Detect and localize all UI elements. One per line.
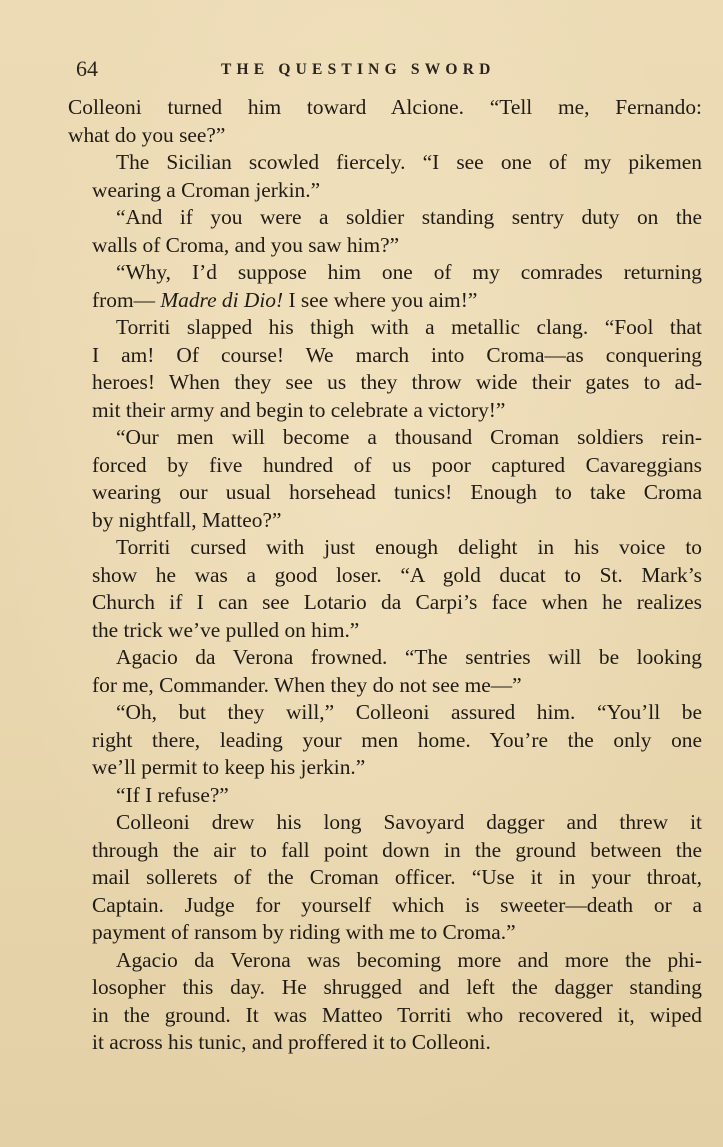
text-line: heroes! When they see us they throw wide their gates to ad- (92, 370, 702, 394)
text-line: Captain. Judge for yourself which is sweeter—death or a (92, 892, 702, 917)
text-line: through the air to fall point down in the ground between the (92, 837, 702, 862)
book-title: THE QUESTING SWORD (221, 61, 496, 78)
text-line: losopher this day. He shrugged and left the dagger standing (92, 975, 702, 999)
paragraph (68, 314, 702, 424)
text-line: Church if I can see Lotario da Carpi’s face when he realizes (92, 590, 702, 614)
body-text (68, 94, 702, 1057)
paragraph (68, 782, 702, 810)
text-fragment: I see where you aim!” (283, 287, 478, 312)
paragraph (68, 534, 702, 644)
text-line: payment of ransom by riding with me to Croma.” (92, 920, 516, 944)
text-line: wearing our usual horsehead tunics! Enough to take Croma (92, 480, 702, 504)
text-line: “And if you were a soldier standing sentry duty on the (116, 205, 702, 229)
text-fragment: from— (92, 287, 161, 312)
paragraph (68, 644, 702, 699)
italic-phrase: Madre di Dio! (160, 287, 284, 312)
text-line: The Sicilian scowled fiercely. “I see one of my pikemen (116, 150, 702, 174)
text-line: wearing a Croman jerkin.” (92, 177, 321, 202)
paragraph (68, 204, 702, 259)
text-line: it across his tunic, and proffered it to Colleoni. (92, 1030, 491, 1054)
text-line: what do you see?” (68, 122, 226, 147)
text-line: Torriti cursed with just enough delight in his voice to (116, 535, 702, 559)
text-line: Agacio da Verona was becoming more and more the phi- (116, 947, 702, 972)
text-line: we’ll permit to keep his jerkin.” (92, 755, 366, 779)
text-line: “Why, I’d suppose him one of my comrades returning (116, 260, 702, 284)
paragraph (68, 424, 702, 534)
text-line: I am! Of course! We march into Croma—as conquering (92, 342, 702, 367)
paragraph (68, 94, 702, 149)
text-line: for me, Commander. When they do not see me—” (92, 672, 522, 697)
text-line: show he was a good loser. “A gold ducat to St. Mark’s (92, 562, 702, 587)
text-line: in the ground. It was Matteo Torriti who recovered it, wiped (92, 1002, 702, 1027)
text-line: Colleoni turned him toward Alcione. “Tell me, Fernando: (68, 95, 702, 119)
text-line: walls of Croma, and you saw him?” (92, 232, 400, 257)
text-line: “If I refuse?” (116, 782, 229, 807)
text-line: “Oh, but they will,” Colleoni assured him. “You’ll be (116, 700, 702, 724)
text-line: Torriti slapped his thigh with a metallic clang. “Fool that (116, 315, 702, 339)
paragraph (68, 259, 702, 314)
text-line: Colleoni drew his long Savoyard dagger and threw it (116, 810, 702, 834)
text-line: forced by five hundred of us poor captured Cavareggians (92, 452, 702, 477)
paragraph (68, 947, 702, 1057)
text-line: the trick we’ve pulled on him.” (92, 617, 360, 642)
text-line (68, 287, 702, 315)
paragraph (68, 699, 702, 782)
paragraph (68, 149, 702, 204)
paragraph (68, 809, 702, 947)
running-head (76, 52, 636, 88)
text-line: mit their army and begin to celebrate a victory!” (92, 397, 506, 422)
page-number: 64 (76, 56, 98, 81)
text-line: Agacio da Verona frowned. “The sentries will be looking (116, 645, 702, 669)
text-line: “Our men will become a thousand Croman soldiers rein- (116, 425, 702, 449)
text-line: right there, leading your men home. You’re the only one (92, 727, 702, 752)
text-line: by nightfall, Matteo?” (92, 507, 282, 532)
text-line: mail sollerets of the Croman officer. “Use it in your throat, (92, 865, 702, 889)
